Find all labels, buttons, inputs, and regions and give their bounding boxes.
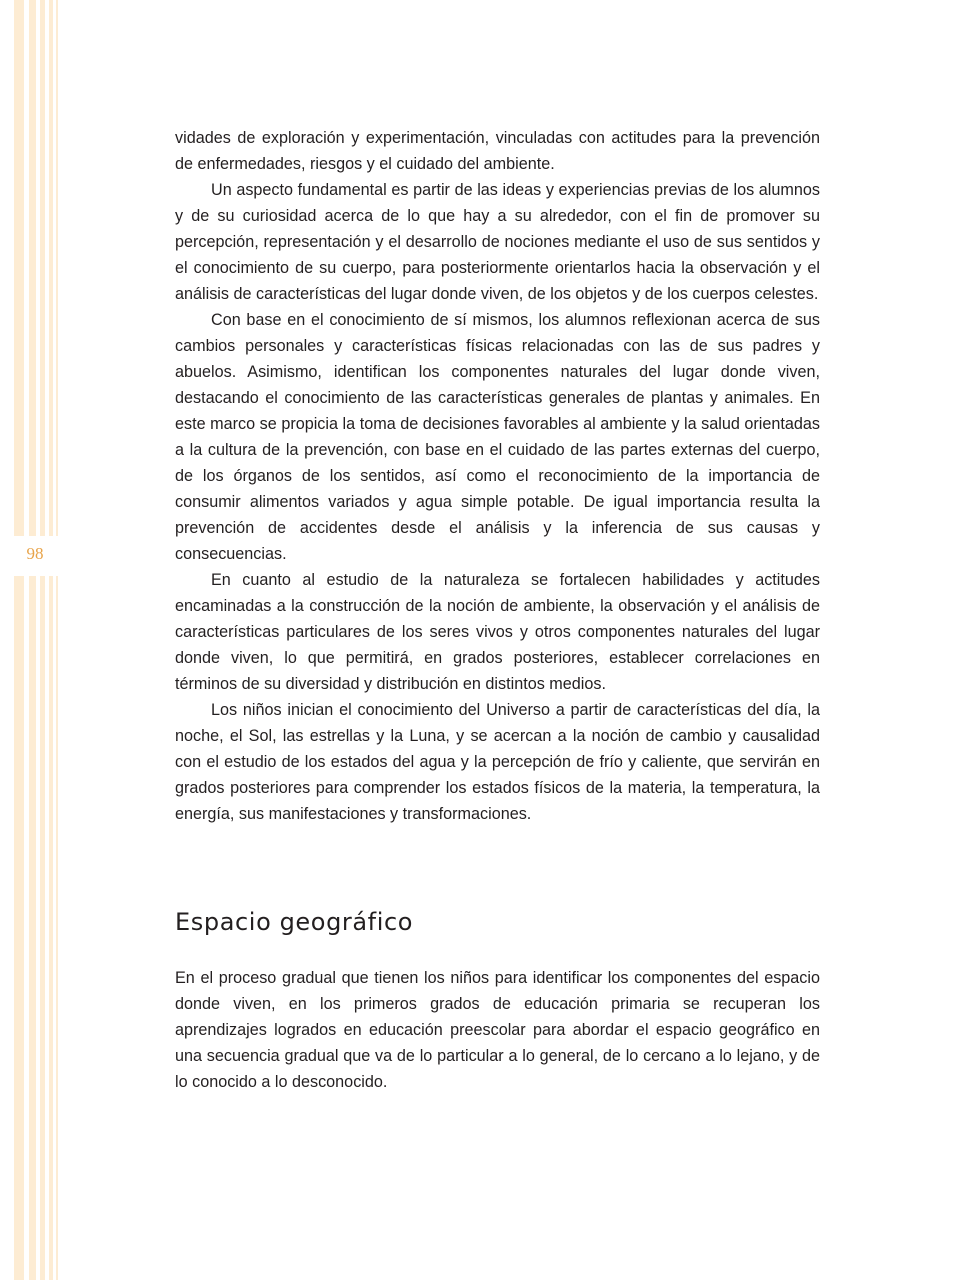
margin-decoration <box>0 0 60 1280</box>
body-paragraph: Con base en el conocimiento de sí mismos, los alumnos reflexionan acerca de sus cambios personales y características físicas relacionadas con las de sus padres y abuelos. Asimismo, identifican los componentes naturales del lugar donde viven, destacando el conocimiento de las características generales de plantas y animales. En este marco se propicia la toma de decisiones favorables al ambiente y la salud orientadas a la cultura de la prevención, con base en el cuidado de las partes externas del cuerpo, de los órganos de los sentidos, así como el reconocimiento de la importancia de consumir alimentos variados y agua simple potable. De igual importancia resulta la prevención de accidentes desde el análisis y la inferencia de sus causas y consecuencias. <box>175 311 820 563</box>
body-paragraph: En cuanto al estudio de la naturaleza se fortalecen habilidades y actitudes encaminadas a la construcción de la noción de ambiente, la observación y el análisis de características particulares de los seres vivos y otros componentes naturales del lugar donde viven, lo que permitirá, en grados posteriores, establecer correlaciones en términos de su diversidad y distribución en distintos medios. <box>175 571 820 693</box>
page-number: 98 <box>26 544 44 563</box>
body-paragraph: Los niños inician el conocimiento del Universo a partir de características del día, la noche, el Sol, las estrellas y la Luna, y se acercan a la noción de cambio y causalidad con el estudio de los estados del agua y la percepción de frío y caliente, que servirán en grados posteriores para comprender los estados físicos de la materia, la temperatura, la energía, sus manifestaciones y transformaciones. <box>175 701 820 823</box>
margin-stripe <box>56 0 58 1280</box>
page-content <box>175 125 820 1095</box>
margin-stripe <box>29 0 36 1280</box>
section-heading: Espacio geográfico <box>175 908 414 936</box>
margin-stripe <box>40 0 45 1280</box>
body-paragraph: Un aspecto fundamental es partir de las ideas y experiencias previas de los alumnos y de su curiosidad acerca de lo que hay a su alrededor, con el fin de promover su percepción, representación y el desarrollo de nociones mediante el uso de sus sentidos y el conocimiento de su cuerpo, para posteriormente orientarlos hacia la observación y el análisis de características del lugar donde viven, de los objetos y de los cuerpos celestes. <box>175 181 820 303</box>
section-paragraph: En el proceso gradual que tienen los niños para identificar los componentes del espacio donde viven, en los primeros grados de educación primaria se recuperan los aprendizajes logrados en educación preescolar para abordar el espacio geográfico en una secuencia gradual que va de lo particular a lo general, de lo cercano a lo lejano, y de lo conocido a lo desconocido. <box>175 969 820 1091</box>
page-number-box <box>10 536 60 576</box>
body-paragraph: vidades de exploración y experimentación, vinculadas con actitudes para la prevención de enfermedades, riesgos y el cuidado del ambiente. <box>175 129 820 173</box>
margin-stripe <box>49 0 53 1280</box>
margin-stripe <box>14 0 24 1280</box>
